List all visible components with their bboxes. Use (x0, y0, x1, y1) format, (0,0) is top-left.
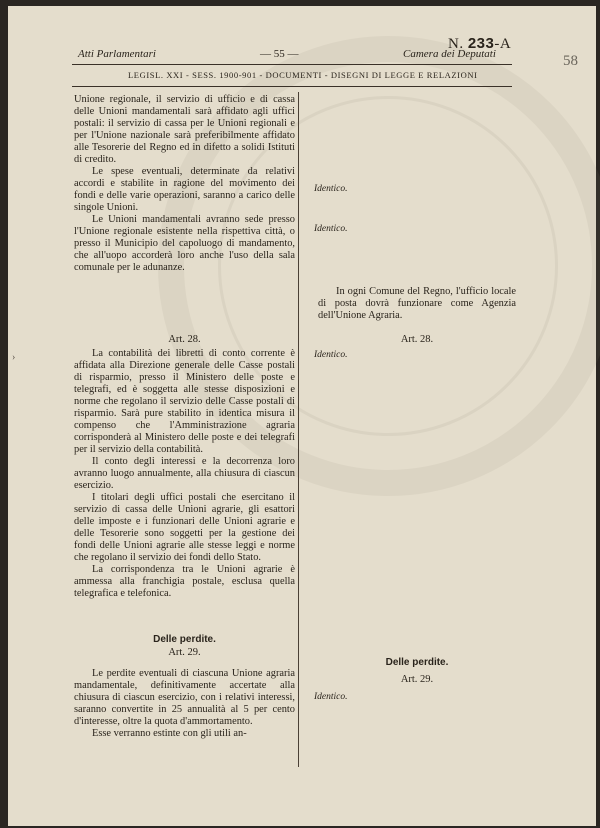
page-ref: 58 (563, 53, 578, 69)
doc-number-value: 233 (467, 35, 495, 52)
column-divider (298, 92, 299, 767)
identico-note: Identico. (314, 692, 348, 702)
identico-note: Identico. (314, 224, 348, 234)
subheader-rule (72, 86, 512, 87)
paragraph: I titolari degli uffici postali che esercitano il servizio di cassa delle Unioni agrarie, gli esattori delle imposte e i funzionari delle Unioni agrarie e delle Tesorerie sono soggetti per la gestione dei fondi delle Unioni agrarie alle stesse leggi e norme che regolano il servizio dei fondi dello Stato. (74, 492, 295, 563)
paragraph: Le perdite eventuali di ciascuna Unione agraria mandamentale, definitivamente accertate alla chiusura di ciascun esercizio, con i relativi interessi, saranno convertite in 25 annualità al 5 per cento d'interesse, oltre la quota d'ammortamento. (74, 668, 295, 727)
header-right: Camera dei Deputati (403, 48, 496, 60)
article-title: Art. 29. (168, 647, 201, 658)
article-title: Art. 28. (400, 334, 434, 345)
left-text-block-3 (74, 668, 295, 740)
identico-note: Identico. (314, 350, 348, 360)
subheader: LEGISL. XXI - SESS. 1900-901 - DOCUMENTI - DISEGNI DI LEGGE E RELAZIONI (128, 70, 478, 80)
paragraph: La corrispondenza tra le Unioni agrarie è ammessa alla franchigia postale, esclusa quella telegrafica e telefonica. (74, 564, 295, 599)
right-text-block (318, 286, 516, 322)
document-number (448, 35, 511, 53)
left-text-block-1 (74, 94, 295, 274)
paragraph: Le spese eventuali, determinate da relativi accordi e stabilite in ragione del movimento dei fondi e delle varie operazioni, saranno a carico delle singole Unioni. (74, 166, 295, 213)
paragraph: Le Unioni mandamentali avranno sede presso l'Unione regionale esistente nella rispettiva città, o presso il Municipio del capoluogo di mandamento, che all'uopo accorderà loro anche l'uso della sala comunale per le adunanze. (74, 214, 295, 273)
identico-note: Identico. (314, 184, 348, 194)
paragraph: Il conto degli interessi e la decorrenza loro avranno luogo annualmente, alla chiusura di ciascun esercizio. (74, 456, 295, 491)
paragraph: La contabilità dei libretti di conto corrente è affidata alla Direzione generale delle Casse postali di risparmio, presso il Ministero delle poste e telegrafi, ed è soggetta alle stesse disposizioni e norme che regolano il servizio delle Casse postali di risparmio. Sarà pure stabilito in identica misura il compenso che l'Amministrazione agraria corrisponderà al Ministero delle poste e dei telegrafi per il servizio della contabilità. (74, 348, 295, 455)
article-title: Art. 29. (400, 674, 434, 685)
section-title: Delle perdite. (385, 657, 449, 668)
paragraph: Esse verranno estinte con gli utili an- (92, 728, 247, 739)
page-number: — 55 — (260, 48, 299, 60)
doc-prefix: N. (448, 36, 464, 52)
header-left: Atti Parlamentari (78, 48, 156, 60)
left-text-block-2 (74, 348, 295, 600)
margin-mark: › (12, 352, 16, 363)
doc-suffix: -A (494, 36, 512, 52)
document-page (8, 6, 596, 826)
article-title: Art. 28. (168, 334, 201, 345)
paragraph: In ogni Comune del Regno, l'ufficio locale di posta dovrà funzionare come Agenzia dell'Unione Agraria. (318, 286, 516, 321)
header-rule (72, 64, 512, 65)
paragraph: Unione regionale, il servizio di ufficio e di cassa delle Unioni mandamentali sarà affidato agli uffici postali: il servizio di cassa per le Unioni regionali e per l'Unione nazionale sarà preferibilmente affidato alle Tesorerie del Regno ed in difetto a solidi Istituti di credito. (74, 94, 295, 165)
section-title: Delle perdite. (153, 634, 216, 645)
